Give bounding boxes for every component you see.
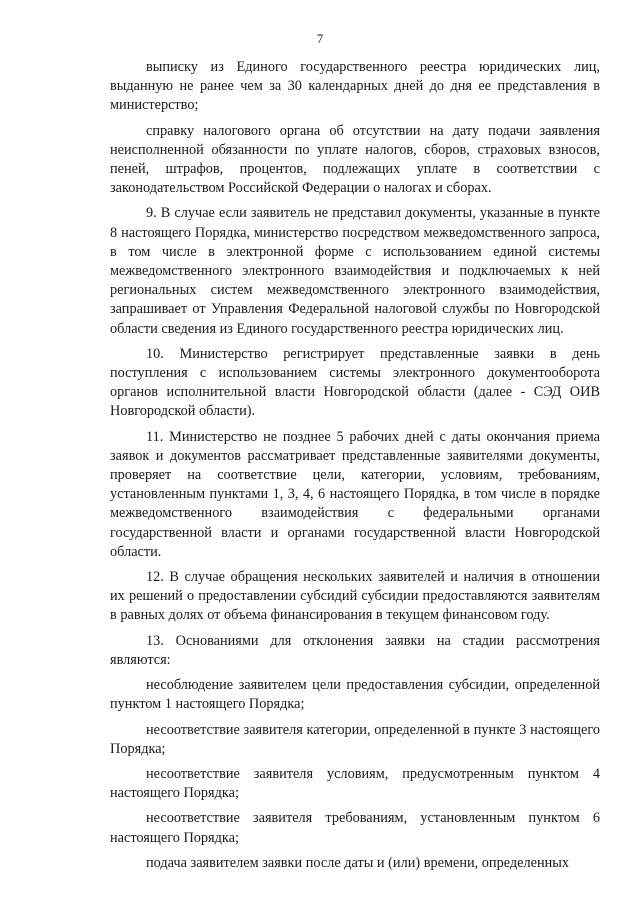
paragraph-extract-egrul: выписку из Единого государственного реестра юридических лиц, выданную не ранее чем за 30 календарных дней до дня ее представления в министерство; xyxy=(110,59,600,114)
list-item-requirements-mismatch: несоответствие заявителя требованиям, установленным пунктом 6 настоящего Порядка; xyxy=(110,810,600,846)
paragraph-clause-12: 12. В случае обращения нескольких заявителей и наличия в отношении их решений о предоставлении субсидий субсидии предоставляются заявителям в равных долях от объема финансирования в текущем финансовом году. xyxy=(110,569,600,624)
list-item-conditions-mismatch: несоответствие заявителя условиям, предусмотренным пунктом 4 настоящего Порядка; xyxy=(110,765,600,802)
list-item-late-submission: подача заявителем заявки после даты и (или) времени, определенных xyxy=(146,854,570,871)
document-body xyxy=(110,58,600,873)
paragraph-clause-9: 9. В случае если заявитель не представил документы, указанные в пункте 8 настоящего Порядка, министерство посредством межведомственного запроса, в том числе в электронной форме с использованием единой системы межведомственного электронного взаимодействия и подключаемых к ней региональных систем межведомственного электронного взаимодействия, запрашивает от Управления Федеральной налоговой службы по Новгородской области сведения из Единого государственного реестра юридических лиц. xyxy=(110,205,600,337)
paragraph-clause-10: 10. Министерство регистрирует представленные заявки в день поступления с использованием системы электронного документооборота органов исполнительной власти Новгородской области (далее - СЭД ОИВ Новгородской области). xyxy=(110,345,600,420)
paragraph-clause-13: 13. Основаниями для отклонения заявки на стадии рассмотрения являются: xyxy=(110,632,600,668)
paragraph-clause-11: 11. Министерство не позднее 5 рабочих дней с даты окончания приема заявок и документов рассматривает представленные заявителями документы, проверяет на соответствие цели, категории, условиям, требованиям, установленным пунктами 1, 3, 4, 6 настоящего Порядка, в том числе в порядке межведомственного взаимодействия с федеральными органами государственной власти и органами государственной власти Новгородской области. xyxy=(110,428,600,560)
paragraph-tax-certificate: справку налогового органа об отсутствии на дату подачи заявления неисполненной обязанности по уплате налогов, сборов, страховых взносов, пеней, штрафов, процентов, подлежащих уплате в соответствии с законодательством Российской Федерации о налогах и сборах. xyxy=(110,122,600,197)
page-number: 7 xyxy=(316,31,324,46)
list-item-purpose-violation: несоблюдение заявителем цели предоставления субсидии, определенной пунктом 1 настоящего Порядка; xyxy=(110,677,600,713)
list-item-category-mismatch: несоответствие заявителя категории, определенной в пункте 3 настоящего Порядка; xyxy=(110,721,600,757)
